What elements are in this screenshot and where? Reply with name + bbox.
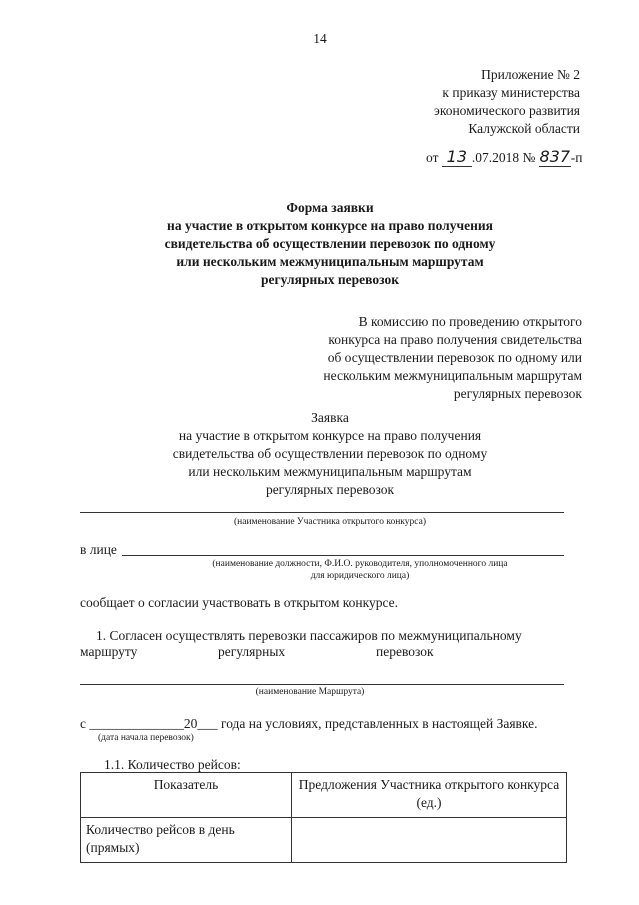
- application-line: свидетельства об осуществлении перевозок по одному: [172, 446, 488, 461]
- addressee-block: [300, 313, 582, 403]
- route-caption: (наименование Маршрута): [255, 687, 365, 697]
- start-caption: (дата начала перевозок): [98, 733, 194, 743]
- order-prefix: от: [426, 150, 439, 165]
- table-header-cell: Предложения Участника открытого конкурса (ед.): [292, 773, 567, 818]
- in-person-label: в лице: [80, 542, 117, 557]
- order-number: 837: [539, 147, 571, 166]
- start-date-blank[interactable]: ______________: [89, 716, 184, 731]
- item1-word: перевозок: [376, 644, 434, 659]
- route-name-line[interactable]: [80, 684, 564, 685]
- form-title: [120, 199, 540, 289]
- start-prefix: с: [80, 716, 86, 731]
- table-header-row: [81, 773, 567, 818]
- annex-line: экономического развития: [434, 103, 580, 118]
- order-day: 13: [442, 148, 472, 167]
- addressee-line: нескольким межмуниципальным маршрутам: [323, 368, 582, 383]
- addressee-line: об осуществлении перевозок по одному или: [327, 350, 582, 365]
- form-title-line: регулярных перевозок: [261, 272, 399, 287]
- application-line: или нескольким межмуниципальным маршрутам: [188, 464, 472, 479]
- annex-block: [380, 66, 580, 138]
- addressee-line: конкурса на право получения свидетельства: [328, 332, 582, 347]
- start-date-line: [80, 715, 590, 733]
- table-cell-input[interactable]: [292, 818, 567, 863]
- order-date-rest: .07.2018 №: [471, 150, 536, 165]
- application-line: регулярных перевозок: [265, 482, 395, 497]
- order-reference: [426, 148, 616, 167]
- start-year[interactable]: 20___: [183, 716, 218, 731]
- item1-word: регулярных: [218, 644, 286, 659]
- addressee-line: регулярных перевозок: [453, 386, 582, 401]
- annex-title: Приложение № 2: [481, 67, 580, 82]
- form-title-line: Форма заявки: [286, 200, 374, 215]
- caption-line: (наименование должности, Ф.И.О. руководителя, уполномоченного лица: [212, 559, 508, 569]
- table-cell: Количество рейсов в день (прямых): [81, 818, 292, 863]
- application-line: Заявка: [311, 410, 349, 425]
- item1-line1: 1. Согласен осуществлять перевозки пассажиров по межмуниципальному: [96, 628, 522, 643]
- form-title-line: или нескольким межмуниципальным маршрутам: [176, 254, 484, 269]
- table-header-cell: Показатель: [81, 773, 292, 818]
- start-rest: года на условиях, представленных в настоящей Заявке.: [221, 716, 538, 731]
- annex-line: Калужской области: [468, 121, 580, 136]
- trips-table: [80, 772, 567, 863]
- participant-caption: (наименование Участника открытого конкурса): [233, 517, 426, 527]
- application-line: на участие в открытом конкурсе на право получения: [178, 428, 482, 443]
- order-suffix: -п: [570, 150, 583, 165]
- page-number: 14: [313, 31, 327, 46]
- caption-line: для юридического лица): [310, 571, 410, 581]
- form-title-line: свидетельства об осуществлении перевозок по одному: [164, 236, 496, 251]
- form-title-line: на участие в открытом конкурсе на право получения: [167, 218, 493, 233]
- annex-line: к приказу министерства: [442, 85, 580, 100]
- table-row: [81, 818, 567, 863]
- agreement-text: сообщает о согласии участвовать в открытом конкурсе.: [80, 595, 398, 610]
- item1-word: маршруту: [80, 644, 138, 659]
- participant-name-line[interactable]: [80, 512, 564, 513]
- representative-caption: [170, 558, 550, 582]
- addressee-line: В комиссию по проведению открытого: [358, 314, 582, 329]
- representative-line[interactable]: [122, 555, 564, 556]
- application-heading: [120, 409, 540, 499]
- trips-heading: 1.1. Количество рейсов:: [104, 757, 241, 772]
